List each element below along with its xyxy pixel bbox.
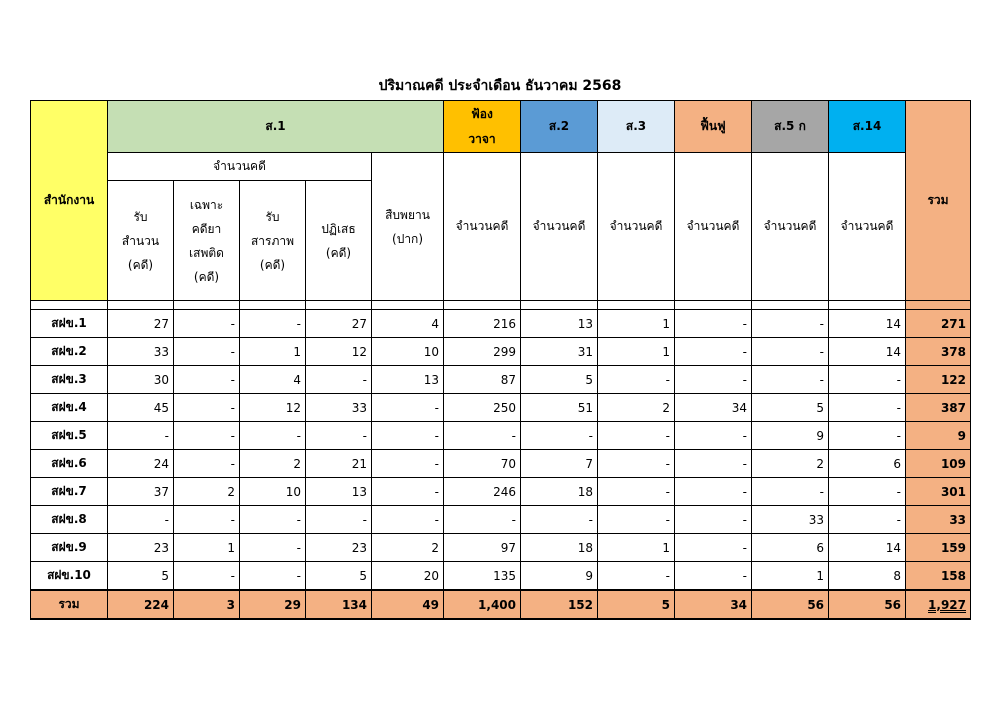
spacer-cell xyxy=(108,301,174,310)
spacer-cell xyxy=(752,301,829,310)
header-case-count-s14: จำนวนคดี xyxy=(829,153,906,301)
value-cell: 34 xyxy=(675,590,752,619)
value-cell: - xyxy=(675,366,752,394)
value-cell: 21 xyxy=(306,450,372,478)
value-cell: 18 xyxy=(521,478,598,506)
value-cell: - xyxy=(108,506,174,534)
value-cell: - xyxy=(752,366,829,394)
value-cell: - xyxy=(675,422,752,450)
header-case-count-conciliation: จำนวนคดี xyxy=(444,153,521,301)
table-row xyxy=(31,506,971,534)
row-total-cell: 387 xyxy=(906,394,971,422)
value-cell: - xyxy=(372,422,444,450)
grand-total-cell xyxy=(906,590,971,619)
value-cell: 134 xyxy=(306,590,372,619)
value-cell: - xyxy=(829,422,906,450)
header-total: รวม xyxy=(906,101,971,301)
row-total-cell: 378 xyxy=(906,338,971,366)
header-rehab: ฟื้นฟู xyxy=(675,101,752,153)
value-cell: 45 xyxy=(108,394,174,422)
value-cell: 23 xyxy=(306,534,372,562)
value-cell: 2 xyxy=(240,450,306,478)
value-cell: 13 xyxy=(306,478,372,506)
value-cell: 1 xyxy=(598,534,675,562)
header-confess-line3: (คดี) xyxy=(259,257,286,272)
office-name-cell: สฝข.1 xyxy=(31,310,108,338)
header-s3: ส.3 xyxy=(598,101,675,153)
value-cell: - xyxy=(829,478,906,506)
header-witness-line2: (ปาก) xyxy=(392,231,423,246)
value-cell: - xyxy=(598,506,675,534)
spacer-cell xyxy=(675,301,752,310)
value-cell: 1 xyxy=(598,338,675,366)
value-cell: - xyxy=(240,506,306,534)
value-cell: 20 xyxy=(372,562,444,591)
grand-total-value: 1,927 xyxy=(928,597,967,612)
spacer-cell xyxy=(829,301,906,310)
value-cell: 1 xyxy=(240,338,306,366)
summary-row xyxy=(31,590,971,619)
header-received-line1: รับ xyxy=(133,209,148,224)
value-cell: 87 xyxy=(444,366,521,394)
spacer-cell xyxy=(444,301,521,310)
value-cell: - xyxy=(675,450,752,478)
value-cell: 13 xyxy=(521,310,598,338)
value-cell: - xyxy=(174,310,240,338)
value-cell: - xyxy=(174,450,240,478)
table-row xyxy=(31,422,971,450)
value-cell: 2 xyxy=(752,450,829,478)
value-cell: - xyxy=(598,366,675,394)
value-cell: 14 xyxy=(829,338,906,366)
header-confess-line1: รับ xyxy=(265,209,280,224)
value-cell: 6 xyxy=(752,534,829,562)
value-cell: - xyxy=(675,338,752,366)
header-confess xyxy=(240,181,306,301)
header-drug xyxy=(174,181,240,301)
spacer-cell xyxy=(372,301,444,310)
value-cell: 12 xyxy=(240,394,306,422)
value-cell: 18 xyxy=(521,534,598,562)
value-cell: - xyxy=(829,506,906,534)
header-case-count-s5k: จำนวนคดี xyxy=(752,153,829,301)
value-cell: 6 xyxy=(829,450,906,478)
value-cell: 3 xyxy=(174,590,240,619)
value-cell: 1,400 xyxy=(444,590,521,619)
spacer-row xyxy=(31,301,971,310)
value-cell: 2 xyxy=(598,394,675,422)
value-cell: 135 xyxy=(444,562,521,591)
office-name-cell: สฝข.6 xyxy=(31,450,108,478)
value-cell: 33 xyxy=(108,338,174,366)
value-cell: - xyxy=(240,422,306,450)
value-cell: 224 xyxy=(108,590,174,619)
table-row xyxy=(31,310,971,338)
value-cell: 10 xyxy=(372,338,444,366)
page-title: ปริมาณคดี ประจำเดือน ธันวาคม 2568 xyxy=(378,78,622,94)
header-drug-line4: (คดี) xyxy=(193,269,220,284)
value-cell: - xyxy=(372,478,444,506)
table-row xyxy=(31,534,971,562)
value-cell: 30 xyxy=(108,366,174,394)
value-cell: 23 xyxy=(108,534,174,562)
value-cell: 250 xyxy=(444,394,521,422)
spacer-cell xyxy=(240,301,306,310)
case-volume-table xyxy=(30,100,971,620)
value-cell: - xyxy=(675,562,752,591)
office-name-cell: สฝข.7 xyxy=(31,478,108,506)
header-s5k: ส.5 ก xyxy=(752,101,829,153)
value-cell: 33 xyxy=(306,394,372,422)
value-cell: 31 xyxy=(521,338,598,366)
office-name-cell: สฝข.2 xyxy=(31,338,108,366)
value-cell: 14 xyxy=(829,534,906,562)
row-total-cell: 158 xyxy=(906,562,971,591)
value-cell: 24 xyxy=(108,450,174,478)
value-cell: - xyxy=(240,534,306,562)
office-name-cell: สฝข.4 xyxy=(31,394,108,422)
value-cell: - xyxy=(675,506,752,534)
value-cell: - xyxy=(372,394,444,422)
value-cell: 10 xyxy=(240,478,306,506)
header-s1: ส.1 xyxy=(108,101,444,153)
header-case-count-s3: จำนวนคดี xyxy=(598,153,675,301)
value-cell: - xyxy=(752,310,829,338)
table-row xyxy=(31,478,971,506)
value-cell: 13 xyxy=(372,366,444,394)
row-total-cell: 301 xyxy=(906,478,971,506)
value-cell: 33 xyxy=(752,506,829,534)
value-cell: - xyxy=(521,506,598,534)
value-cell: 7 xyxy=(521,450,598,478)
value-cell: 12 xyxy=(306,338,372,366)
value-cell: - xyxy=(521,422,598,450)
value-cell: 37 xyxy=(108,478,174,506)
header-received-line2: สำนวน xyxy=(121,233,160,248)
value-cell: 9 xyxy=(752,422,829,450)
table-row xyxy=(31,338,971,366)
value-cell: - xyxy=(444,506,521,534)
value-cell: 299 xyxy=(444,338,521,366)
value-cell: 14 xyxy=(829,310,906,338)
header-witness xyxy=(372,153,444,301)
row-total-cell: 9 xyxy=(906,422,971,450)
value-cell: - xyxy=(174,422,240,450)
value-cell: - xyxy=(240,310,306,338)
row-total-cell: 122 xyxy=(906,366,971,394)
value-cell: 4 xyxy=(240,366,306,394)
value-cell: 27 xyxy=(306,310,372,338)
header-case-count-group: จำนวนคดี xyxy=(108,153,372,181)
header-received-line3: (คดี) xyxy=(127,257,154,272)
header-deny xyxy=(306,181,372,301)
header-conciliation-line1: ฟ้อง xyxy=(471,106,493,121)
value-cell: - xyxy=(598,562,675,591)
value-cell: - xyxy=(675,534,752,562)
value-cell: 5 xyxy=(521,366,598,394)
row-total-cell: 159 xyxy=(906,534,971,562)
spacer-cell xyxy=(521,301,598,310)
table-row xyxy=(31,366,971,394)
table-row xyxy=(31,394,971,422)
office-name-cell: สฝข.3 xyxy=(31,366,108,394)
value-cell: - xyxy=(174,394,240,422)
office-name-cell: สฝข.9 xyxy=(31,534,108,562)
value-cell: - xyxy=(174,366,240,394)
row-total-cell: 109 xyxy=(906,450,971,478)
value-cell: - xyxy=(306,506,372,534)
header-office: สำนักงาน xyxy=(31,101,108,301)
row-total-cell: 33 xyxy=(906,506,971,534)
spacer-cell xyxy=(174,301,240,310)
value-cell: 2 xyxy=(372,534,444,562)
value-cell: - xyxy=(240,562,306,591)
header-drug-line3: เสพติด xyxy=(189,245,224,260)
value-cell: 1 xyxy=(752,562,829,591)
row-total-cell: 271 xyxy=(906,310,971,338)
value-cell: 5 xyxy=(108,562,174,591)
value-cell: 1 xyxy=(598,310,675,338)
header-s2: ส.2 xyxy=(521,101,598,153)
value-cell: 56 xyxy=(752,590,829,619)
value-cell: - xyxy=(372,450,444,478)
value-cell: 5 xyxy=(598,590,675,619)
value-cell: 5 xyxy=(306,562,372,591)
value-cell: 152 xyxy=(521,590,598,619)
value-cell: 2 xyxy=(174,478,240,506)
value-cell: - xyxy=(752,478,829,506)
table-row xyxy=(31,450,971,478)
value-cell: 51 xyxy=(521,394,598,422)
header-confess-line2: สารภาพ xyxy=(250,233,295,248)
value-cell: 1 xyxy=(174,534,240,562)
value-cell: 27 xyxy=(108,310,174,338)
header-received xyxy=(108,181,174,301)
header-deny-line2: (คดี) xyxy=(325,245,352,260)
header-conciliation-line2: วาจา xyxy=(468,131,496,146)
header-conciliation xyxy=(444,101,521,153)
value-cell: - xyxy=(174,562,240,591)
office-name-cell: สฝข.10 xyxy=(31,562,108,591)
value-cell: - xyxy=(675,478,752,506)
value-cell: 56 xyxy=(829,590,906,619)
value-cell: - xyxy=(372,506,444,534)
value-cell: 97 xyxy=(444,534,521,562)
value-cell: 49 xyxy=(372,590,444,619)
office-name-cell: สฝข.8 xyxy=(31,506,108,534)
office-name-cell: รวม xyxy=(31,590,108,619)
header-deny-line1: ปฏิเสธ xyxy=(321,221,356,236)
header-case-count-s2: จำนวนคดี xyxy=(521,153,598,301)
value-cell: - xyxy=(598,450,675,478)
office-name-cell: สฝข.5 xyxy=(31,422,108,450)
header-drug-line1: เฉพาะ xyxy=(189,197,224,212)
value-cell: - xyxy=(108,422,174,450)
value-cell: - xyxy=(306,422,372,450)
spacer-cell xyxy=(306,301,372,310)
value-cell: - xyxy=(444,422,521,450)
value-cell: 29 xyxy=(240,590,306,619)
value-cell: 246 xyxy=(444,478,521,506)
value-cell: 9 xyxy=(521,562,598,591)
value-cell: 70 xyxy=(444,450,521,478)
value-cell: - xyxy=(598,422,675,450)
spacer-cell xyxy=(598,301,675,310)
header-drug-line2: คดียา xyxy=(191,221,222,236)
header-case-count-rehab: จำนวนคดี xyxy=(675,153,752,301)
spacer-cell xyxy=(906,301,971,310)
value-cell: 216 xyxy=(444,310,521,338)
value-cell: - xyxy=(829,394,906,422)
value-cell: - xyxy=(174,338,240,366)
header-s14: ส.14 xyxy=(829,101,906,153)
value-cell: - xyxy=(829,366,906,394)
value-cell: 8 xyxy=(829,562,906,591)
table-body xyxy=(31,301,971,620)
value-cell: - xyxy=(598,478,675,506)
value-cell: - xyxy=(752,338,829,366)
spacer-cell xyxy=(31,301,108,310)
value-cell: - xyxy=(174,506,240,534)
header-witness-line1: สืบพยาน xyxy=(385,207,430,222)
value-cell: - xyxy=(306,366,372,394)
value-cell: 34 xyxy=(675,394,752,422)
value-cell: 5 xyxy=(752,394,829,422)
table-row xyxy=(31,562,971,591)
value-cell: - xyxy=(675,310,752,338)
value-cell: 4 xyxy=(372,310,444,338)
